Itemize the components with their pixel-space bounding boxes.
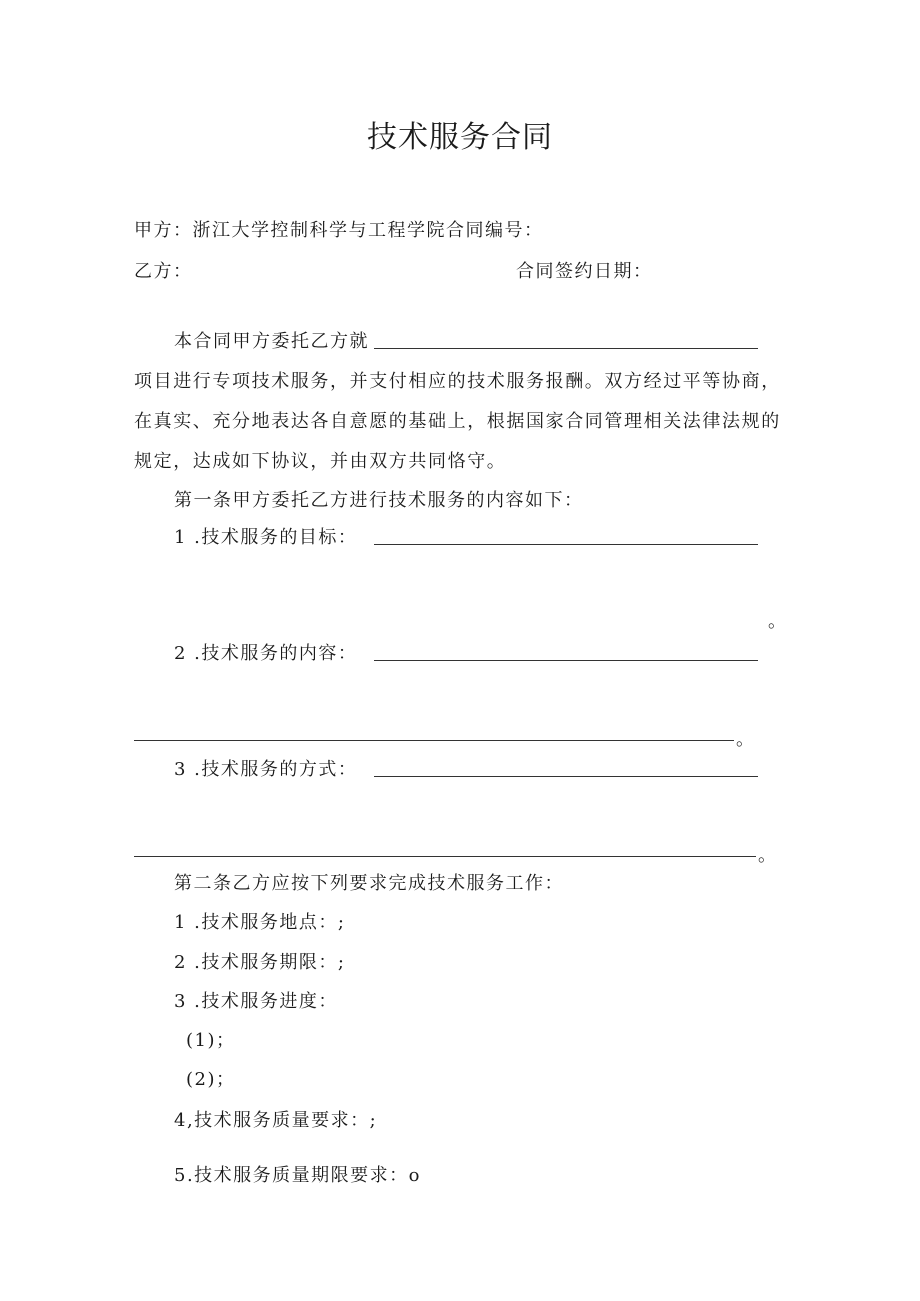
article1-item3-end: 。 <box>758 845 776 866</box>
article2-item3-sub1: (1)； <box>186 1030 236 1051</box>
service-method-blank-2 <box>134 856 756 857</box>
article1-item2-end: 。 <box>736 729 754 750</box>
article2-item3-sub2: (2)； <box>186 1069 236 1090</box>
article2-item4: 4,技术服务质量要求：; <box>174 1110 378 1131</box>
article1-item1-label: 1 .技术服务的目标： <box>174 527 358 548</box>
service-goal-blank <box>374 544 758 545</box>
article2-item3: 3 .技术服务进度： <box>174 991 338 1012</box>
article1-item1-end: 。 <box>768 611 786 632</box>
service-method-blank <box>374 776 758 777</box>
article2-item5: 5.技术服务质量期限要求：o <box>174 1165 422 1186</box>
article2-item1: 1 .技术服务地点：; <box>174 912 346 933</box>
article2-heading: 第二条乙方应按下列要求完成技术服务工作： <box>174 873 564 894</box>
sign-date-label: 合同签约日期： <box>516 261 653 282</box>
intro-paragraph: 项目进行专项技术服务，并支付相应的技术服务报酬。双方经过平等协商，在真实、充分地表达各自意愿的基础上，根据国家合同管理相关法律法规的规定，达成如下协议，并由双方共同恪守。 <box>134 371 781 472</box>
article2-item2: 2 .技术服务期限：; <box>174 952 346 973</box>
article1-item2-label: 2 .技术服务的内容： <box>174 643 358 664</box>
party-a-line: 甲方：浙江大学控制科学与工程学院合同编号： <box>134 220 544 241</box>
service-content-blank <box>374 660 758 661</box>
intro-start: 本合同甲方委托乙方就 <box>174 331 369 352</box>
article1-heading: 第一条甲方委托乙方进行技术服务的内容如下： <box>174 490 584 511</box>
party-b-label: 乙方： <box>134 261 193 282</box>
article1-item3-label: 3 .技术服务的方式： <box>174 759 358 780</box>
service-content-blank-2 <box>134 740 734 741</box>
project-name-blank <box>374 348 758 349</box>
document-title: 技术服务合同 <box>367 120 553 155</box>
